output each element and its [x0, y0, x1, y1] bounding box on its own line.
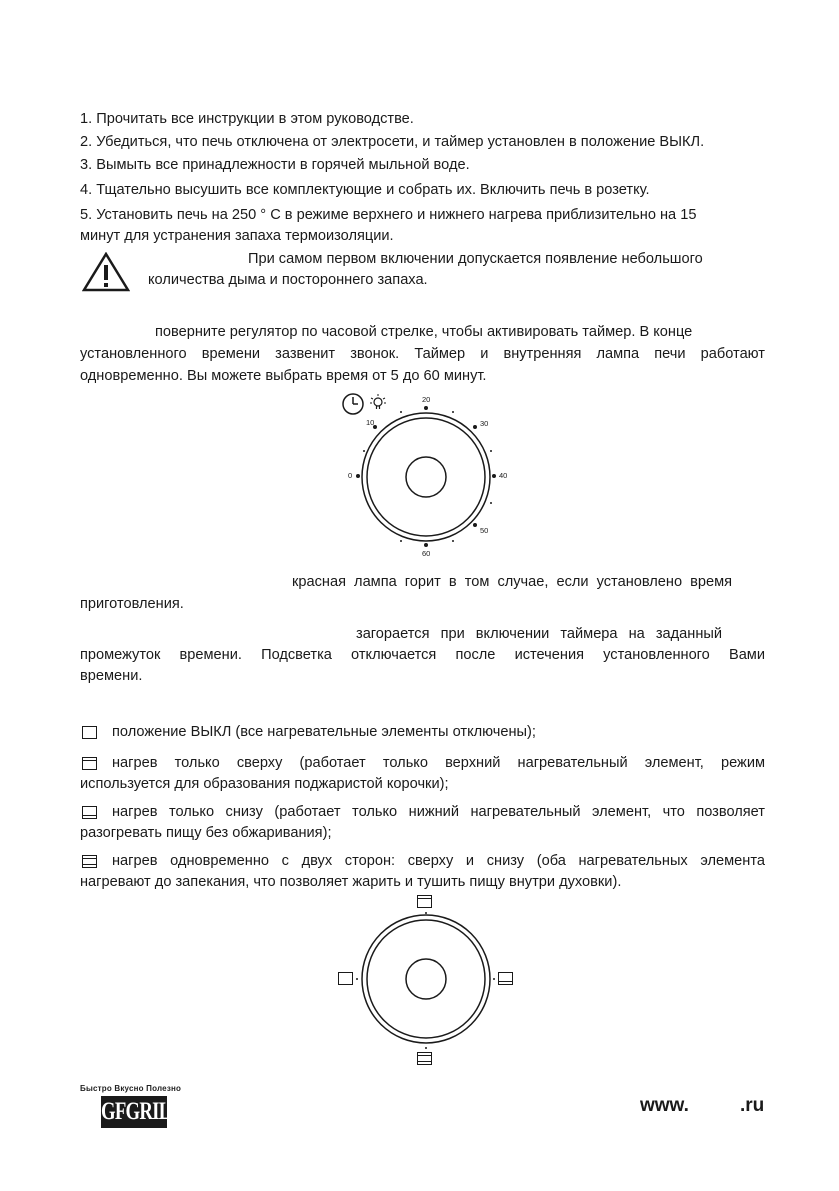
website-prefix[interactable]: www. — [640, 1095, 689, 1116]
mode-both-text-1: нагрев одновременно с двух сторон: сверху и снизу (оба нагревательных элемента — [112, 853, 765, 869]
mode-top-text-1: нагрев только сверху (работает только верхний нагревательный элемент, режим — [112, 755, 765, 771]
tick-dot-60 — [424, 543, 428, 547]
mode-bottom-text-1: нагрев только снизу (работает только нижний нагревательный элемент, что позволяет — [112, 804, 765, 820]
brand-logo: GFGRIL — [101, 1096, 167, 1128]
backlight-text-3: времени. — [80, 668, 143, 684]
bottom-heat-icon — [82, 806, 97, 819]
minor-tick — [363, 450, 365, 452]
step-5: 5. Установить печь на 250 ° С в режиме верхнего и нижнего нагрева приблизительно на 15 — [80, 207, 697, 223]
dial-mark-top — [425, 912, 427, 914]
mode-off-text: положение ВЫКЛ (все нагревательные элементы отключены); — [112, 724, 536, 740]
both-heat-icon — [417, 1052, 432, 1065]
top-heat-icon — [82, 757, 97, 770]
dial-mark-left — [356, 978, 358, 980]
tick-dot-30 — [473, 425, 477, 429]
timer-text-1: поверните регулятор по часовой стрелке, чтобы активировать таймер. В конце — [155, 324, 693, 340]
warning-line-2: количества дыма и постороннего запаха. — [148, 272, 428, 288]
minor-tick — [490, 502, 492, 504]
minor-tick — [490, 450, 492, 452]
tick-label-10: 10 — [366, 418, 375, 427]
off-mode-icon — [82, 726, 97, 739]
lamp-icon — [369, 393, 387, 413]
lamp-text-1: красная лампа горит в том случае, если установлено время — [292, 574, 733, 590]
minor-tick — [452, 411, 454, 413]
bottom-heat-icon — [498, 972, 513, 985]
tick-dot-40 — [492, 474, 496, 478]
tick-label-20: 20 — [422, 395, 431, 404]
warning-line-1: При самом первом включении допускается появление небольшого — [248, 251, 703, 267]
step-3: 3. Вымыть все принадлежности в горячей мыльной воде. — [80, 157, 470, 173]
top-heat-icon — [417, 895, 432, 908]
backlight-text-2: промежуток времени. Подсветка отключается после истечения установленного Вами — [80, 647, 765, 663]
mode-bottom-text-2: разогревать пищу без обжаривания); — [80, 825, 332, 841]
tick-dot-20 — [424, 406, 428, 410]
function-dial[interactable] — [360, 913, 492, 1045]
lamp-text-2: приготовления. — [80, 596, 184, 612]
timer-text-2: установленного времени зазвенит звонок. Таймер и внутренняя лампа печи работают — [80, 346, 765, 362]
step-4: 4. Тщательно высушить все комплектующие и собрать их. Включить печь в розетку. — [80, 182, 650, 198]
brand-tagline: Быстро Вкусно Полезно — [80, 1084, 182, 1093]
tick-label-50: 50 — [480, 526, 489, 535]
warning-icon — [82, 252, 130, 292]
website-suffix[interactable]: .ru — [740, 1095, 765, 1116]
step-2: 2. Убедиться, что печь отключена от электросети, и таймер установлен в положение ВЫКЛ. — [80, 134, 705, 150]
tick-label-30: 30 — [480, 419, 489, 428]
minor-tick — [452, 540, 454, 542]
step-5-cont: минут для устранения запаха термоизоляции. — [80, 228, 394, 244]
minor-tick — [400, 411, 402, 413]
backlight-text-1: загорается при включении таймера на заданный — [356, 626, 723, 642]
tick-dot-0 — [356, 474, 360, 478]
tick-label-60: 60 — [422, 549, 431, 558]
mode-both-text-2: нагревают до запекания, что позволяет жарить и тушить пищу внутри духовки). — [80, 874, 622, 890]
timer-text-3: одновременно. Вы можете выбрать время от 5 до 60 минут. — [80, 368, 487, 384]
tick-label-40: 40 — [499, 471, 508, 480]
minor-tick — [400, 540, 402, 542]
dial-mark-bottom — [425, 1047, 427, 1049]
tick-label-0: 0 — [348, 471, 353, 480]
off-mode-icon — [338, 972, 353, 985]
dial-mark-right — [493, 978, 495, 980]
both-heat-icon — [82, 855, 97, 868]
step-1: 1. Прочитать все инструкции в этом руководстве. — [80, 111, 414, 127]
mode-top-text-2: используется для образования поджаристой корочки); — [80, 776, 449, 792]
tick-dot-50 — [473, 523, 477, 527]
